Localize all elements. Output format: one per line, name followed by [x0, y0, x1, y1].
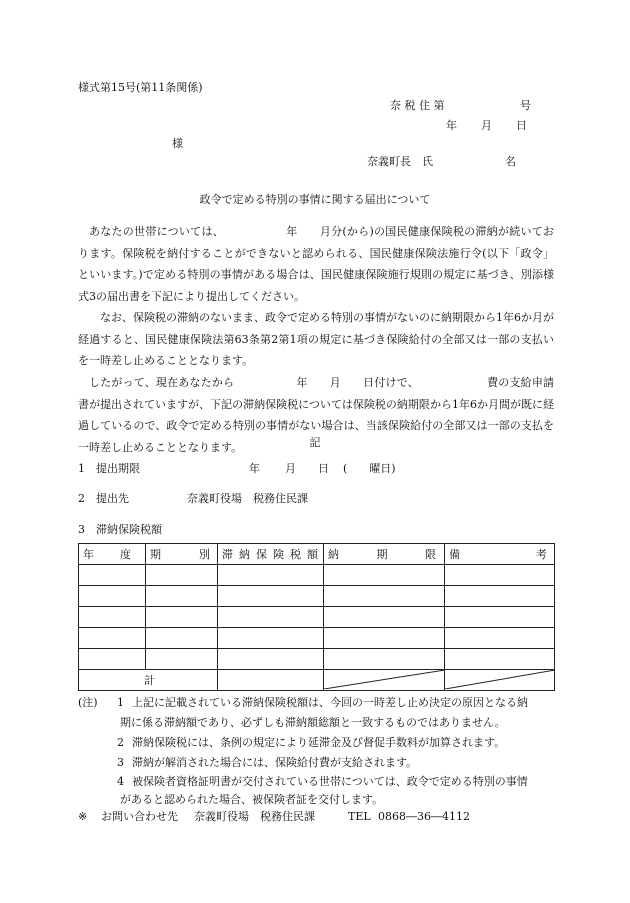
document-number-prefix: 奈 税 住 第 — [390, 99, 445, 112]
diagonal-slash — [324, 670, 445, 689]
table-cell — [218, 565, 324, 586]
table-cell — [79, 628, 146, 649]
deadline-weekday: ( 曜日) — [343, 462, 396, 475]
note-4-continued: があると認められた場合、被保険者証を交付します。 — [120, 793, 384, 806]
p3-prefix: したがって、現在あなたから — [89, 376, 235, 389]
deadline-month: 月 — [285, 462, 296, 475]
total-due-date-cell — [324, 670, 445, 691]
note-4-number: 4 — [117, 775, 124, 788]
p3-rest: 申請書が提出されていますが、下記の滞納保険税については保険税の納期限から1年6か月間が既に経過しているので、政令で定める特別の事情がない場合は、当該保険給付の全部又は一部の支払を一時差し止めることとなります。 — [78, 376, 554, 454]
contact-tel-label: TEL — [348, 810, 371, 823]
total-remarks-cell — [445, 670, 555, 691]
deadline-day: 日 — [318, 462, 329, 475]
table-cell — [146, 586, 218, 607]
note-1-number: 1 — [117, 696, 124, 709]
table-cell — [324, 607, 445, 628]
sender-name-suffix: 名 — [505, 155, 516, 168]
date-year: 年 — [446, 119, 457, 132]
p1-year: 年 — [286, 225, 298, 238]
table-cell — [146, 649, 218, 670]
deadline-label: 1 提出期限 — [78, 462, 140, 475]
total-label: 計 — [79, 670, 218, 691]
header-due-date — [324, 544, 445, 565]
p3-fee: 費の支給 — [486, 376, 532, 389]
note-3-text: 滞納が解消された場合には、保険給付費が支給されます。 — [132, 756, 418, 769]
total-amount-cell — [218, 670, 324, 691]
table-cell — [324, 565, 445, 586]
table-row — [79, 565, 555, 586]
table-row — [79, 607, 555, 628]
p3-day: 日付けで、 — [362, 376, 419, 389]
table-cell — [445, 607, 555, 628]
body-paragraph-2: なお、保険税の滞納のないまま、政令で定める特別の事情がないのに納期限から1年6か月が経過すると、国民健康保険法第63条第2第1項の規定に基づき保険給付の全部又は一部の支払いを一時差し止めることとなります。 — [78, 311, 554, 367]
ki-heading: 記 — [309, 436, 321, 449]
contact-label: お問い合わせ先 — [101, 810, 178, 823]
header-delinquent-amount — [218, 544, 324, 565]
date-day: 日 — [516, 119, 527, 132]
deadline-year: 年 — [249, 462, 260, 475]
header-label: 滞 納 保 険 税 額 — [222, 548, 318, 561]
document-number-suffix: 号 — [520, 99, 531, 112]
contact-mark: ※ — [78, 810, 88, 823]
table-cell — [324, 586, 445, 607]
date-month: 月 — [481, 119, 492, 132]
destination-value: 奈義町役場 税務住民課 — [187, 492, 308, 505]
table-cell — [445, 586, 555, 607]
sender-title: 奈義町長 氏 — [367, 155, 433, 168]
table-cell — [79, 649, 146, 670]
header-label: 納 期 限 — [328, 548, 436, 561]
table-cell — [445, 628, 555, 649]
p1-rest: 月分(から)の国民健康保険税の滞納が続いております。保険税を納付することができないと認められる、国民健康保険法施行令(以下「政令」といいます。)で定める特別の事情がある場合は、国民健康保険施行規則の規定に基づき、別添様式3の届出書を下記により提出してください。 — [78, 225, 555, 303]
header-fiscal-year — [79, 544, 146, 565]
table-cell — [79, 586, 146, 607]
table-cell — [445, 565, 555, 586]
form-id: 様式第15号(第11条関係) — [78, 81, 203, 94]
table-cell — [218, 628, 324, 649]
table-total-row — [79, 670, 555, 691]
header-period — [146, 544, 218, 565]
table-cell — [79, 565, 146, 586]
document-title: 政令で定める特別の事情に関する届出について — [199, 193, 431, 206]
diagonal-slash — [445, 670, 555, 689]
p1-prefix: あなたの世帯については、 — [89, 225, 224, 238]
note-3-number: 3 — [117, 756, 124, 769]
table-cell — [445, 649, 555, 670]
table-cell — [146, 607, 218, 628]
table-cell — [324, 649, 445, 670]
note-1-continued: 期に係る滞納額であり、必ずしも滞納額総額と一致するものではありません。 — [120, 716, 506, 729]
contact-office: 奈義町役場 税務住民課 — [194, 810, 315, 823]
header-label: 期 別 — [150, 548, 210, 561]
header-label: 年 度 — [83, 548, 131, 561]
p3-year: 年 — [296, 376, 308, 389]
amount-label: 3 滞納保険税額 — [78, 523, 162, 536]
contact-tel: 0868―36―4112 — [378, 810, 470, 823]
notes-lead: (注) — [78, 696, 98, 709]
destination-label: 2 提出先 — [78, 492, 129, 505]
p3-month: 月 — [329, 376, 341, 389]
header-label: 備 考 — [449, 548, 547, 561]
table-cell — [218, 586, 324, 607]
table-header-row — [79, 544, 555, 565]
note-2-number: 2 — [117, 736, 124, 749]
note-2-text: 滞納保険税には、条例の規定により延滞金及び督促手数料が加算されます。 — [132, 736, 506, 749]
recipient-suffix: 様 — [172, 137, 183, 150]
table-cell — [146, 565, 218, 586]
table-cell — [79, 607, 146, 628]
table-cell — [146, 628, 218, 649]
delinquent-tax-table — [78, 543, 555, 691]
table-row — [79, 586, 555, 607]
table-cell — [324, 628, 445, 649]
header-remarks — [445, 544, 555, 565]
table-row — [79, 649, 555, 670]
body-paragraph-1 — [78, 221, 554, 307]
note-4-text: 被保険者資格証明書が交付されている世帯については、政令で定める特別の事情 — [132, 775, 528, 788]
table-cell — [218, 607, 324, 628]
table-row — [79, 628, 555, 649]
table-cell — [218, 649, 324, 670]
note-1-text: 上記に記載されている滞納保険税額は、今回の一時差し止め決定の原因となる納 — [132, 696, 528, 709]
